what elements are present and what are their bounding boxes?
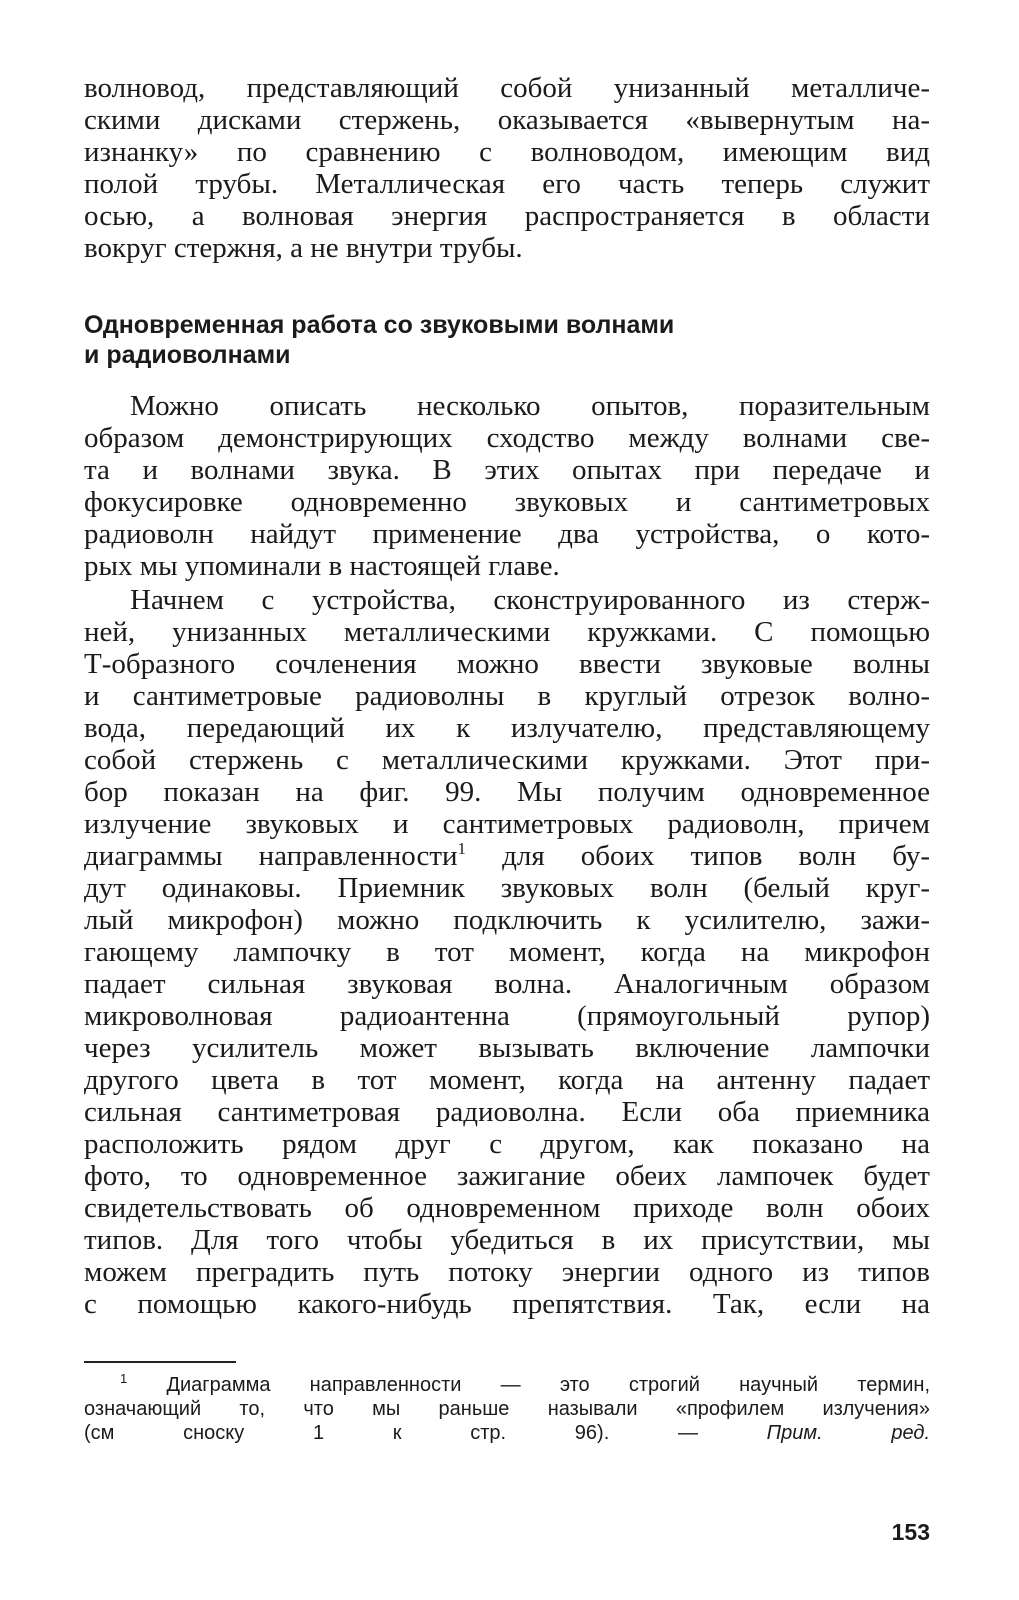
text-line [84,840,930,872]
text-line: та и волнами звука. В этих опытах при передаче и [84,454,930,486]
text-line: Т-образного сочленения можно ввести звуковые волны [84,648,930,680]
heading-line: и радиоволнами [84,341,291,369]
text-line: вокруг стержня, а не внутри трубы. [84,232,523,264]
text-line: другого цвета в тот момент, когда на антенну падает [84,1064,930,1096]
text-line: дут одинаковы. Приемник звуковых волн (белый круг- [84,872,930,904]
text-line: падает сильная звуковая волна. Аналогичным образом [84,968,930,1000]
footnote-divider [84,1361,236,1363]
text-run: диаграммы направленности [84,840,458,872]
text-line: фото, то одновременное зажигание обеих лампочек будет [84,1160,930,1192]
text-line: образом демонстрирующих сходство между волнами све- [84,422,930,454]
text-line: осью, а волновая энергия распространяется в области [84,200,930,232]
footnote-ref: 1 [457,839,467,858]
text-line: можем преградить путь потоку энергии одного из типов [84,1256,930,1288]
footnote-line: означающий то, что мы раньше называли «профилем излучения» [84,1398,930,1420]
page-number: 153 [891,1519,930,1545]
text-line: радиоволн найдут применение два устройства, о кото- [84,518,930,550]
text-line: собой стержень с металлическими кружками. Этот при- [84,744,930,776]
text-run: Диаграмма направленности — это строгий научный термин, [166,1374,930,1396]
text-run: (см сноску 1 к стр. 96). — [84,1422,767,1444]
text-line: свидетельствовать об одновременном приходе волн обоих [84,1192,930,1224]
text-line: излучение звуковых и сантиметровых радиоволн, причем [84,808,930,840]
text-line: через усилитель может вызывать включение лампочки [84,1032,930,1064]
text-line: типов. Для того чтобы убедиться в их присутствии, мы [84,1224,930,1256]
editor-note: Прим. ред. [766,1422,930,1444]
text-line: фокусировке одновременно звуковых и сантиметровых [84,486,930,518]
text-line: скими дисками стержень, оказывается «вывернутым на- [84,104,930,136]
text-line: сильная сантиметровая радиоволна. Если оба приемника [84,1096,930,1128]
text-line: лый микрофон) можно подключить к усилителю, зажи- [84,904,930,936]
text-line: с помощью какого-нибудь препятствия. Так, если на [84,1288,930,1320]
text-line: микроволновая радиоантенна (прямоугольный рупор) [84,1000,930,1032]
text-run: для обоих типов волн бу- [466,840,931,872]
footnote-marker: 1 [120,1371,128,1386]
text-line: рых мы упоминали в настоящей главе. [84,550,560,582]
text-line: волновод, представляющий собой унизанный металличе- [84,72,930,104]
text-line: вода, передающий их к излучателю, представляющему [84,712,930,744]
text-line: бор показан на фиг. 99. Мы получим одновременное [84,776,930,808]
footnote-line [84,1421,930,1445]
text-line: полой трубы. Металлическая его часть теперь служит [84,168,930,200]
heading-line: Одновременная работа со звуковыми волнами [84,311,675,339]
text-line: Можно описать несколько опытов, поразительным [130,390,930,422]
text-line: и сантиметровые радиоволны в круглый отрезок волно- [84,680,930,712]
text-line: изнанку» по сравнению с волноводом, имеющим вид [84,136,930,168]
text-line: гающему лампочку в тот момент, когда на микрофон [84,936,930,968]
text-line: Начнем с устройства, сконструированного из стерж- [130,584,930,616]
footnote-line [120,1373,930,1397]
text-line: расположить рядом друг с другом, как показано на [84,1128,930,1160]
text-line: ней, унизанных металлическими кружками. С помощью [84,616,930,648]
